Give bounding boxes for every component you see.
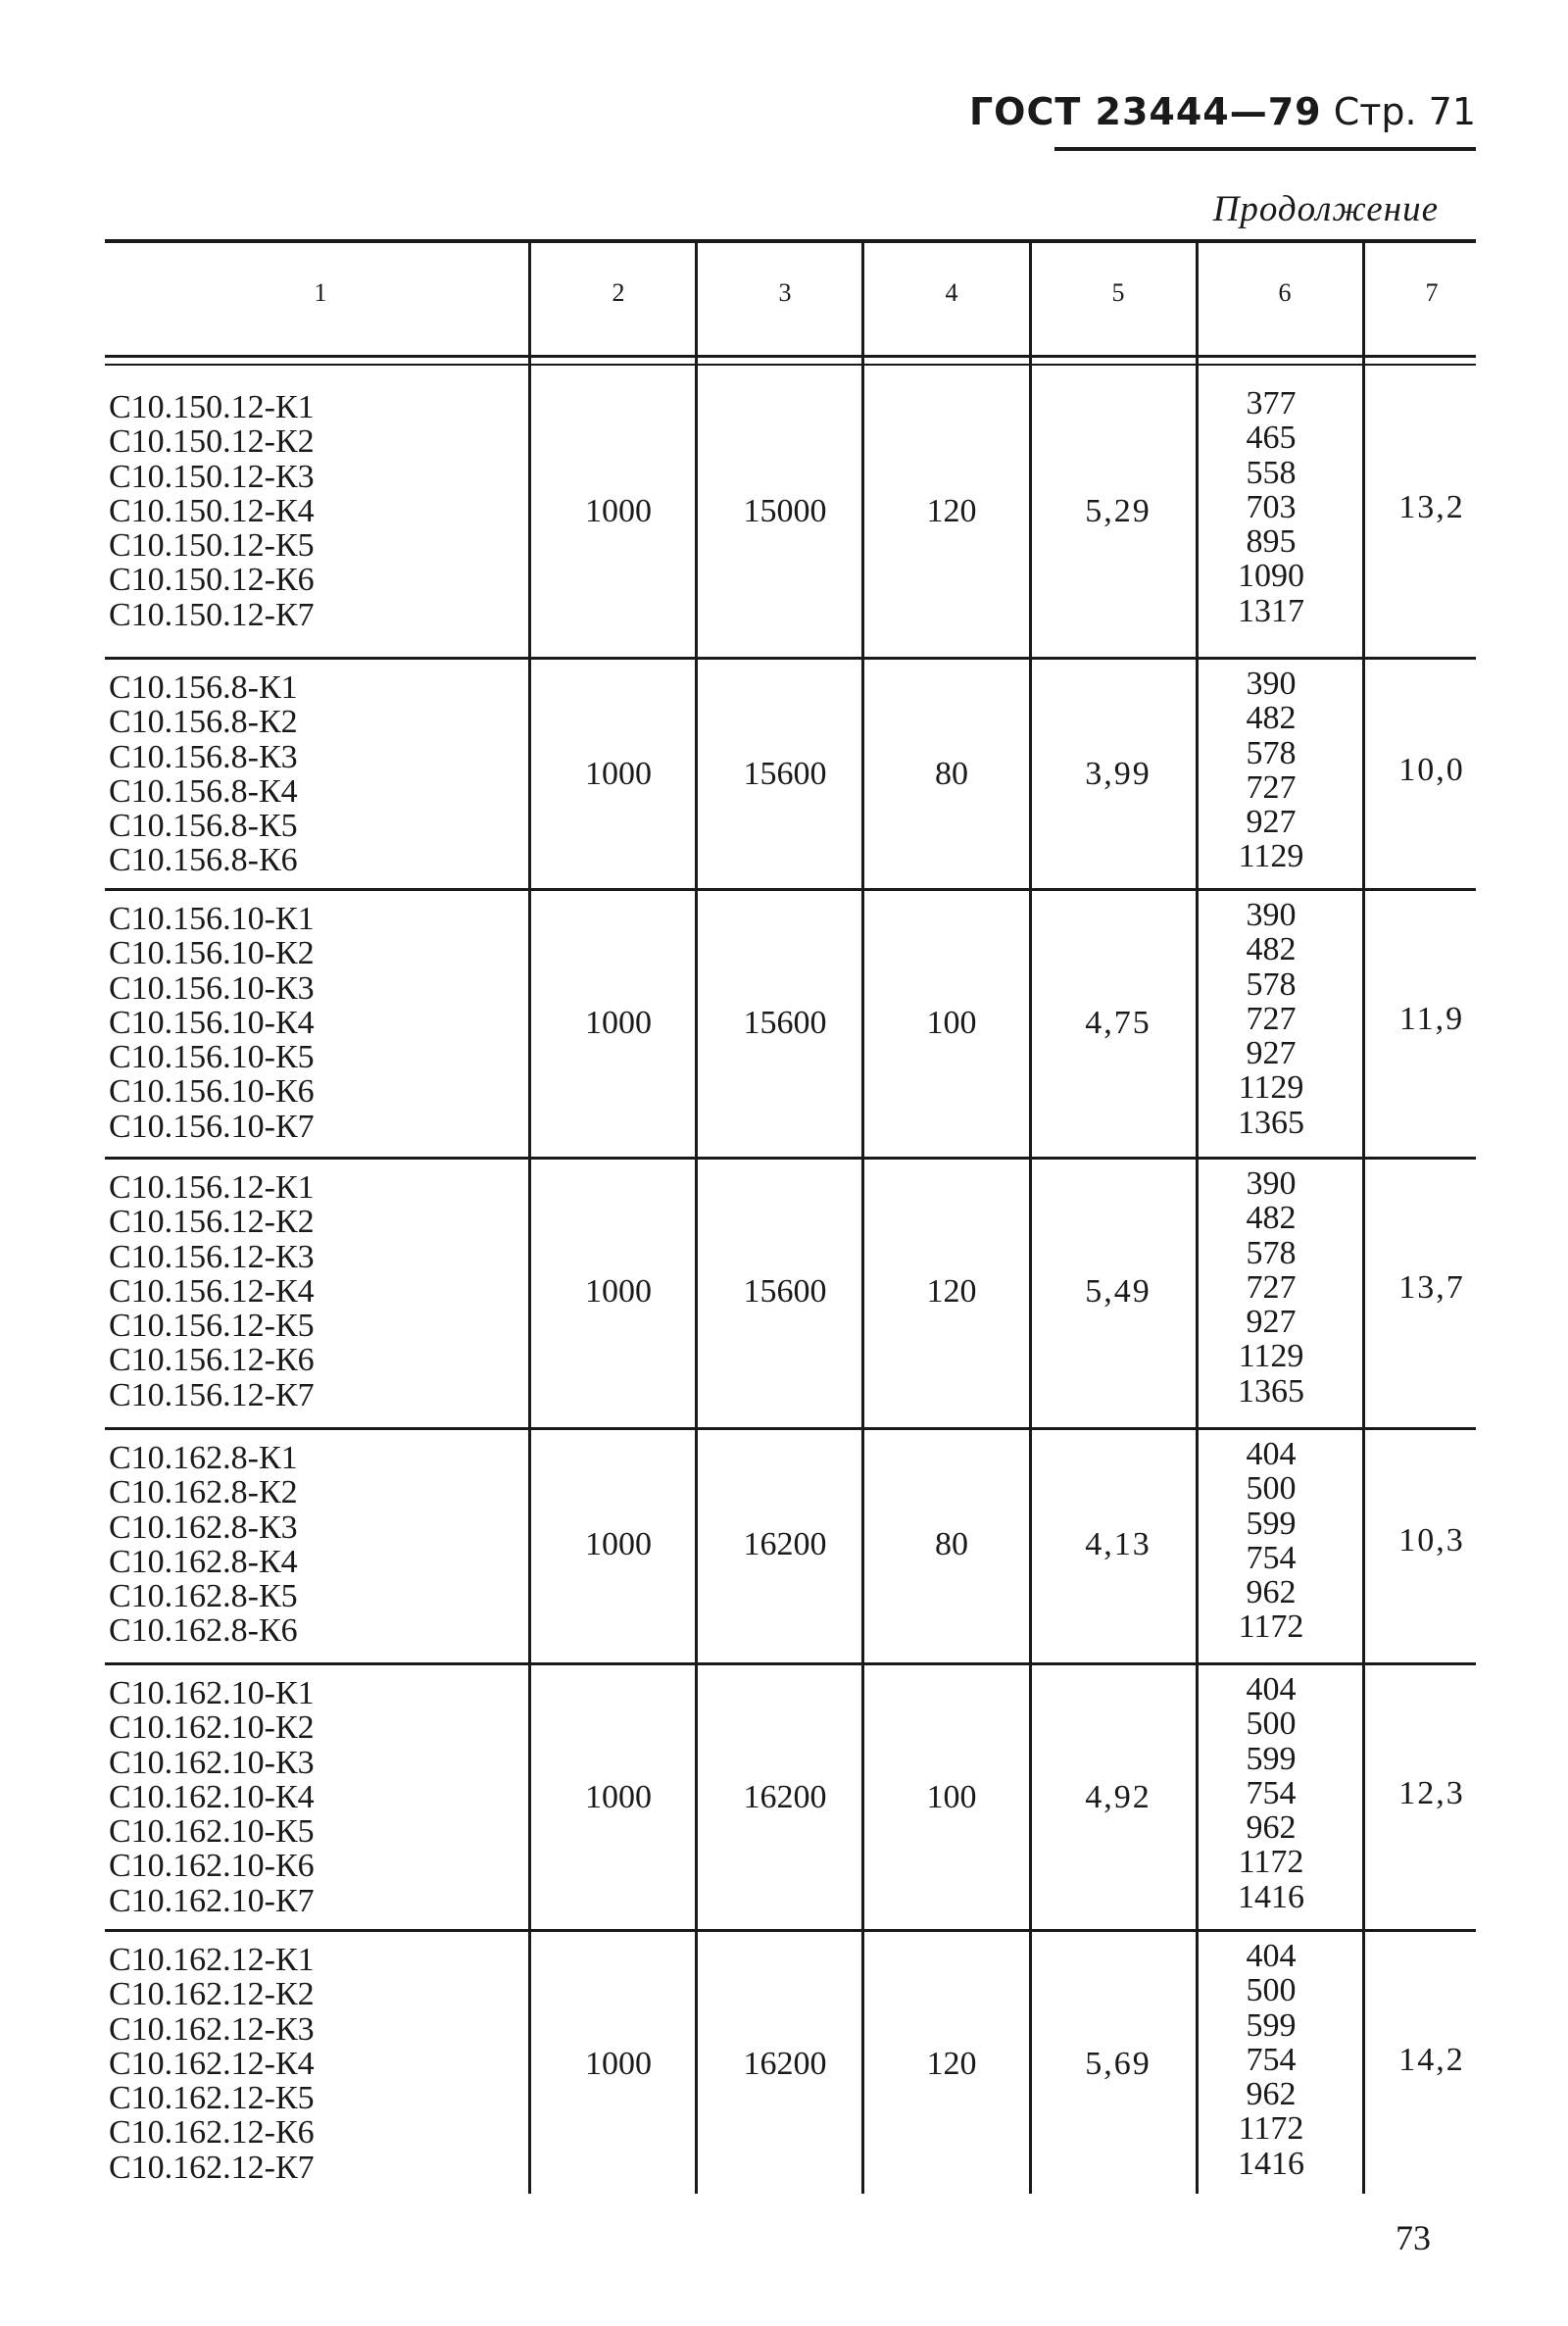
page-number: 73 bbox=[1396, 2218, 1431, 2257]
length-cell: 16200 bbox=[743, 1778, 827, 1815]
load-value: 599 bbox=[1246, 1505, 1297, 1542]
load-value: 578 bbox=[1246, 1234, 1297, 1271]
mark-designation: С10.156.10-К3 bbox=[109, 969, 315, 1007]
mark-designation: С10.162.10-К2 bbox=[109, 1709, 315, 1747]
table-top-rule bbox=[105, 239, 1476, 243]
mark-designation: С10.162.10-К6 bbox=[109, 1848, 315, 1885]
column-number-header: 6 bbox=[1278, 278, 1292, 307]
mark-designation: С10.156.8-К6 bbox=[109, 842, 298, 879]
load-value: 390 bbox=[1246, 1165, 1297, 1202]
column-divider bbox=[1196, 243, 1199, 2194]
table-header-rule bbox=[105, 364, 1476, 366]
mark-designation: С10.156.10-К1 bbox=[109, 901, 315, 937]
load-list bbox=[1212, 667, 1330, 874]
column-number-header: 5 bbox=[1111, 278, 1125, 307]
mark-designation: С10.156.12-К5 bbox=[109, 1308, 315, 1345]
page-header bbox=[969, 90, 1476, 133]
volume-cell: 4,92 bbox=[1085, 1778, 1152, 1815]
mark-list bbox=[109, 1441, 298, 1649]
mark-designation: С10.162.12-К7 bbox=[109, 2149, 315, 2186]
mark-designation: С10.156.10-К5 bbox=[109, 1039, 315, 1076]
load-value: 1416 bbox=[1238, 2145, 1304, 2182]
mark-designation: С10.156.10-К6 bbox=[109, 1073, 315, 1111]
load-value: 558 bbox=[1246, 454, 1297, 491]
mark-designation: С10.150.12-К7 bbox=[109, 596, 315, 633]
row-separator bbox=[105, 888, 1476, 891]
load-value: 754 bbox=[1246, 2041, 1297, 2078]
mark-designation: С10.150.12-К1 bbox=[109, 389, 315, 425]
mark-designation: С10.156.10-К7 bbox=[109, 1108, 315, 1145]
length-cell: 16200 bbox=[743, 1525, 827, 1562]
load-value: 599 bbox=[1246, 2006, 1297, 2044]
load-value: 404 bbox=[1246, 1671, 1297, 1707]
mass-cell: 12,3 bbox=[1398, 1774, 1465, 1811]
length-cell: 15600 bbox=[743, 1004, 827, 1041]
mark-designation: С10.156.12-К1 bbox=[109, 1169, 315, 1206]
load-value: 1129 bbox=[1238, 1069, 1304, 1107]
width-cell: 1000 bbox=[585, 1004, 652, 1041]
mark-designation: С10.162.8-К4 bbox=[109, 1543, 298, 1580]
load-value: 404 bbox=[1246, 1436, 1297, 1472]
mark-designation: С10.150.12-К5 bbox=[109, 527, 315, 565]
column-number-header: 1 bbox=[314, 278, 327, 307]
load-list bbox=[1212, 1437, 1330, 1645]
load-value: 1365 bbox=[1238, 1104, 1304, 1141]
height-cell: 120 bbox=[926, 1272, 977, 1310]
load-value: 1365 bbox=[1238, 1372, 1304, 1410]
load-list bbox=[1212, 1166, 1330, 1409]
volume-cell: 5,49 bbox=[1085, 1272, 1152, 1310]
mark-list bbox=[109, 1676, 315, 1918]
load-value: 1416 bbox=[1238, 1878, 1304, 1915]
mark-designation: С10.162.10-К7 bbox=[109, 1882, 315, 1919]
column-divider bbox=[861, 243, 864, 2194]
load-value: 500 bbox=[1246, 1470, 1297, 1508]
mark-designation: С10.156.10-К2 bbox=[109, 935, 315, 972]
row-separator bbox=[105, 1929, 1476, 1932]
mark-designation: С10.156.10-К4 bbox=[109, 1004, 315, 1041]
load-value: 404 bbox=[1246, 1938, 1297, 1974]
mark-designation: С10.162.10-К5 bbox=[109, 1813, 315, 1851]
mark-designation: С10.162.10-К1 bbox=[109, 1675, 315, 1711]
mark-designation: С10.156.8-К5 bbox=[109, 808, 298, 845]
load-value: 1090 bbox=[1238, 558, 1304, 595]
mark-designation: С10.156.8-К4 bbox=[109, 772, 298, 810]
length-cell: 16200 bbox=[743, 2045, 827, 2082]
page-label: Стр. 71 bbox=[1333, 90, 1476, 133]
mark-designation: С10.162.8-К5 bbox=[109, 1578, 298, 1615]
width-cell: 1000 bbox=[585, 1272, 652, 1310]
column-divider bbox=[1029, 243, 1032, 2194]
mark-designation: С10.162.12-К5 bbox=[109, 2080, 315, 2117]
height-cell: 120 bbox=[926, 492, 977, 529]
row-separator bbox=[105, 1427, 1476, 1430]
load-value: 500 bbox=[1246, 1706, 1297, 1743]
height-cell: 120 bbox=[926, 2045, 977, 2082]
volume-cell: 5,69 bbox=[1085, 2045, 1152, 2082]
load-list bbox=[1212, 1939, 1330, 2181]
load-value: 1129 bbox=[1238, 1338, 1304, 1375]
mass-cell: 13,7 bbox=[1398, 1268, 1465, 1306]
mark-designation: С10.150.12-К2 bbox=[109, 423, 315, 461]
mark-list bbox=[109, 902, 315, 1144]
mark-designation: С10.162.12-К2 bbox=[109, 1976, 315, 2013]
standard-code: ГОСТ 23444—79 bbox=[968, 90, 1322, 133]
load-value: 390 bbox=[1246, 897, 1297, 933]
width-cell: 1000 bbox=[585, 492, 652, 529]
mark-designation: С10.150.12-К3 bbox=[109, 458, 315, 495]
height-cell: 80 bbox=[935, 755, 968, 792]
volume-cell: 5,29 bbox=[1085, 492, 1152, 529]
mark-designation: С10.156.12-К7 bbox=[109, 1376, 315, 1413]
mark-designation: С10.150.12-К4 bbox=[109, 492, 315, 529]
load-value: 754 bbox=[1246, 1539, 1297, 1576]
width-cell: 1000 bbox=[585, 2045, 652, 2082]
column-number-header: 4 bbox=[945, 278, 958, 307]
mark-designation: С10.162.8-К3 bbox=[109, 1509, 298, 1546]
width-cell: 1000 bbox=[585, 1525, 652, 1562]
mark-designation: С10.162.12-К1 bbox=[109, 1942, 315, 1978]
load-value: 1172 bbox=[1238, 2110, 1304, 2148]
mark-designation: С10.162.8-К1 bbox=[109, 1440, 298, 1476]
load-value: 754 bbox=[1246, 1774, 1297, 1811]
mass-cell: 10,3 bbox=[1398, 1521, 1465, 1559]
load-value: 962 bbox=[1246, 2076, 1297, 2113]
mark-designation: С10.162.12-К4 bbox=[109, 2045, 315, 2082]
load-value: 599 bbox=[1246, 1740, 1297, 1777]
load-value: 727 bbox=[1246, 1268, 1297, 1306]
row-separator bbox=[105, 1662, 1476, 1665]
mark-list bbox=[109, 1170, 315, 1412]
load-value: 703 bbox=[1246, 488, 1297, 525]
load-value: 927 bbox=[1246, 1035, 1297, 1072]
mark-designation: С10.156.12-К4 bbox=[109, 1272, 315, 1310]
height-cell: 100 bbox=[926, 1778, 977, 1815]
mark-list bbox=[109, 390, 315, 632]
load-list bbox=[1212, 898, 1330, 1140]
header-rule bbox=[1054, 147, 1476, 151]
load-value: 1317 bbox=[1238, 592, 1304, 629]
mark-designation: С10.156.8-К3 bbox=[109, 738, 298, 775]
table-header-rule bbox=[105, 355, 1476, 358]
load-value: 482 bbox=[1246, 1200, 1297, 1237]
mass-cell: 13,2 bbox=[1398, 488, 1465, 525]
load-value: 927 bbox=[1246, 1304, 1297, 1341]
load-list bbox=[1212, 1672, 1330, 1914]
mark-designation: С10.156.8-К2 bbox=[109, 704, 298, 741]
mark-designation: С10.162.8-К6 bbox=[109, 1612, 298, 1650]
row-separator bbox=[105, 1157, 1476, 1160]
load-value: 377 bbox=[1246, 385, 1297, 421]
mark-designation: С10.162.10-К4 bbox=[109, 1778, 315, 1815]
mark-designation: С10.156.12-К2 bbox=[109, 1204, 315, 1241]
column-divider bbox=[695, 243, 698, 2194]
load-value: 1172 bbox=[1238, 1608, 1304, 1646]
volume-cell: 4,75 bbox=[1085, 1004, 1152, 1041]
length-cell: 15600 bbox=[743, 755, 827, 792]
mark-designation: С10.150.12-К6 bbox=[109, 562, 315, 599]
mark-designation: С10.156.12-К3 bbox=[109, 1238, 315, 1275]
column-number-header: 2 bbox=[612, 278, 625, 307]
load-value: 482 bbox=[1246, 700, 1297, 737]
load-value: 465 bbox=[1246, 420, 1297, 457]
mark-list bbox=[109, 670, 298, 878]
height-cell: 80 bbox=[935, 1525, 968, 1562]
load-value: 500 bbox=[1246, 1972, 1297, 2009]
load-value: 1172 bbox=[1238, 1844, 1304, 1881]
mark-designation: С10.156.12-К6 bbox=[109, 1342, 315, 1379]
width-cell: 1000 bbox=[585, 1778, 652, 1815]
row-separator bbox=[105, 657, 1476, 660]
mass-cell: 14,2 bbox=[1398, 2041, 1465, 2078]
column-number-header: 3 bbox=[778, 278, 792, 307]
load-value: 578 bbox=[1246, 965, 1297, 1003]
load-value: 727 bbox=[1246, 768, 1297, 806]
length-cell: 15600 bbox=[743, 1272, 827, 1310]
load-value: 1129 bbox=[1238, 838, 1304, 875]
load-list bbox=[1212, 386, 1330, 628]
mass-cell: 10,0 bbox=[1398, 751, 1465, 788]
column-divider bbox=[528, 243, 531, 2194]
continuation-label: Продолжение bbox=[1212, 189, 1439, 229]
load-value: 895 bbox=[1246, 523, 1297, 561]
height-cell: 100 bbox=[926, 1004, 977, 1041]
load-value: 390 bbox=[1246, 666, 1297, 702]
length-cell: 15000 bbox=[743, 492, 827, 529]
mark-designation: С10.162.10-К3 bbox=[109, 1744, 315, 1781]
column-divider bbox=[1362, 243, 1365, 2194]
load-value: 727 bbox=[1246, 1000, 1297, 1037]
mark-list bbox=[109, 1943, 315, 2185]
mark-designation: С10.162.12-К6 bbox=[109, 2114, 315, 2152]
load-value: 482 bbox=[1246, 931, 1297, 968]
column-number-header: 7 bbox=[1425, 278, 1439, 307]
load-value: 962 bbox=[1246, 1574, 1297, 1611]
mark-designation: С10.162.8-К2 bbox=[109, 1474, 298, 1511]
load-value: 578 bbox=[1246, 734, 1297, 771]
load-value: 927 bbox=[1246, 804, 1297, 841]
mark-designation: С10.162.12-К3 bbox=[109, 2010, 315, 2048]
width-cell: 1000 bbox=[585, 755, 652, 792]
mass-cell: 11,9 bbox=[1398, 1000, 1465, 1037]
volume-cell: 3,99 bbox=[1085, 755, 1152, 792]
volume-cell: 4,13 bbox=[1085, 1525, 1152, 1562]
load-value: 962 bbox=[1246, 1809, 1297, 1847]
mark-designation: С10.156.8-К1 bbox=[109, 669, 298, 706]
